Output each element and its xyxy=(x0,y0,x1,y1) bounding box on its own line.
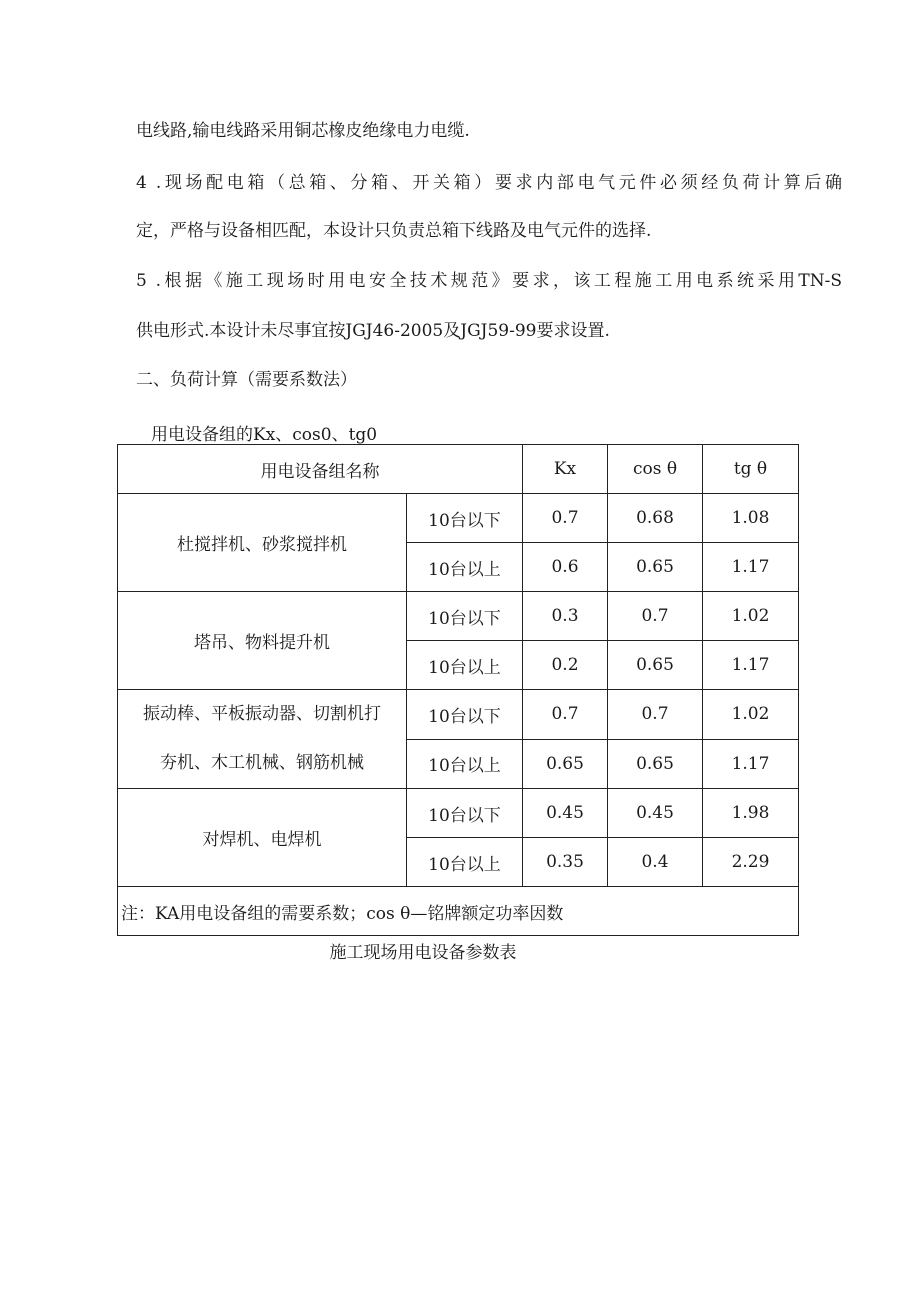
paragraph-line-2: 4 .现场配电箱（总箱、分箱、开关箱）要求内部电气元件必须经负荷计算后确 xyxy=(136,173,842,193)
unit-count-cell: 10台以下 xyxy=(407,789,523,838)
cos-cell: 0.4 xyxy=(608,838,703,887)
tg-cell: 1.02 xyxy=(703,592,799,641)
unit-count-cell: 10台以上 xyxy=(407,543,523,592)
unit-count-cell: 10台以下 xyxy=(407,592,523,641)
table-row xyxy=(118,592,799,641)
equipment-group-name xyxy=(118,690,407,789)
tg-cell: 1.08 xyxy=(703,494,799,543)
section-heading: 二、负荷计算（需要系数法） xyxy=(136,370,357,390)
header-equipment-group: 用电设备组名称 xyxy=(118,445,523,494)
tg-cell: 1.02 xyxy=(703,690,799,740)
kx-cell: 0.65 xyxy=(523,739,608,789)
table-row xyxy=(118,690,799,740)
cos-cell: 0.45 xyxy=(608,789,703,838)
table-note: 注：KA用电设备组的需要系数；cos θ—铭牌额定功率因数 xyxy=(118,887,799,936)
equipment-group-name-line: 夯机、木工机械、钢筋机械 xyxy=(160,753,364,773)
unit-count-cell: 10台以下 xyxy=(407,690,523,740)
equipment-parameter-table xyxy=(117,444,799,936)
equipment-group-name-line: 对焊机、电焊机 xyxy=(202,830,322,850)
table-caption: 用电设备组的Kx、cos0、tg0 xyxy=(151,425,378,445)
paragraph-line-5: 供电形式.本设计未尽事宜按JGJ46-2005及JGJ59-99要求设置. xyxy=(136,321,610,341)
paragraph-line-1: 电线路,输电线路采用铜芯橡皮绝缘电力电缆. xyxy=(136,121,470,141)
equipment-group-name xyxy=(118,592,407,690)
kx-cell: 0.3 xyxy=(523,592,608,641)
equipment-group-name-line: 杜搅拌机、砂浆搅拌机 xyxy=(177,535,347,555)
unit-count-cell: 10台以下 xyxy=(407,494,523,543)
kx-cell: 0.7 xyxy=(523,690,608,740)
kx-cell: 0.6 xyxy=(523,543,608,592)
header-kx: Kx xyxy=(523,445,608,494)
kx-cell: 0.35 xyxy=(523,838,608,887)
kx-cell: 0.2 xyxy=(523,641,608,690)
equipment-group-name xyxy=(118,789,407,887)
tg-cell: 1.17 xyxy=(703,641,799,690)
unit-count-cell: 10台以上 xyxy=(407,641,523,690)
header-tg: tg θ xyxy=(703,445,799,494)
paragraph-line-4: 5 .根据《施工现场时用电安全技术规范》要求，该工程施工用电系统采用TN-S xyxy=(136,271,842,291)
tg-cell: 2.29 xyxy=(703,838,799,887)
cos-cell: 0.68 xyxy=(608,494,703,543)
cos-cell: 0.7 xyxy=(608,690,703,740)
kx-cell: 0.45 xyxy=(523,789,608,838)
tg-cell: 1.98 xyxy=(703,789,799,838)
kx-cell: 0.7 xyxy=(523,494,608,543)
header-cos: cos θ xyxy=(608,445,703,494)
equipment-group-name xyxy=(118,494,407,592)
paragraph-line-3: 定，严格与设备相匹配，本设计只负责总箱下线路及电气元件的选择. xyxy=(136,221,652,241)
table-title: 施工现场用电设备参数表 xyxy=(329,943,517,963)
table-header-row xyxy=(118,445,799,494)
tg-cell: 1.17 xyxy=(703,543,799,592)
cos-cell: 0.65 xyxy=(608,543,703,592)
cos-cell: 0.65 xyxy=(608,739,703,789)
table-row xyxy=(118,494,799,543)
cos-cell: 0.65 xyxy=(608,641,703,690)
tg-cell: 1.17 xyxy=(703,739,799,789)
equipment-group-name-line: 振动棒、平板振动器、切割机打 xyxy=(143,704,381,724)
unit-count-cell: 10台以上 xyxy=(407,838,523,887)
unit-count-cell: 10台以上 xyxy=(407,739,523,789)
table-note-row xyxy=(118,887,799,936)
cos-cell: 0.7 xyxy=(608,592,703,641)
equipment-group-name-line: 塔吊、物料提升机 xyxy=(194,633,330,653)
table-row xyxy=(118,789,799,838)
